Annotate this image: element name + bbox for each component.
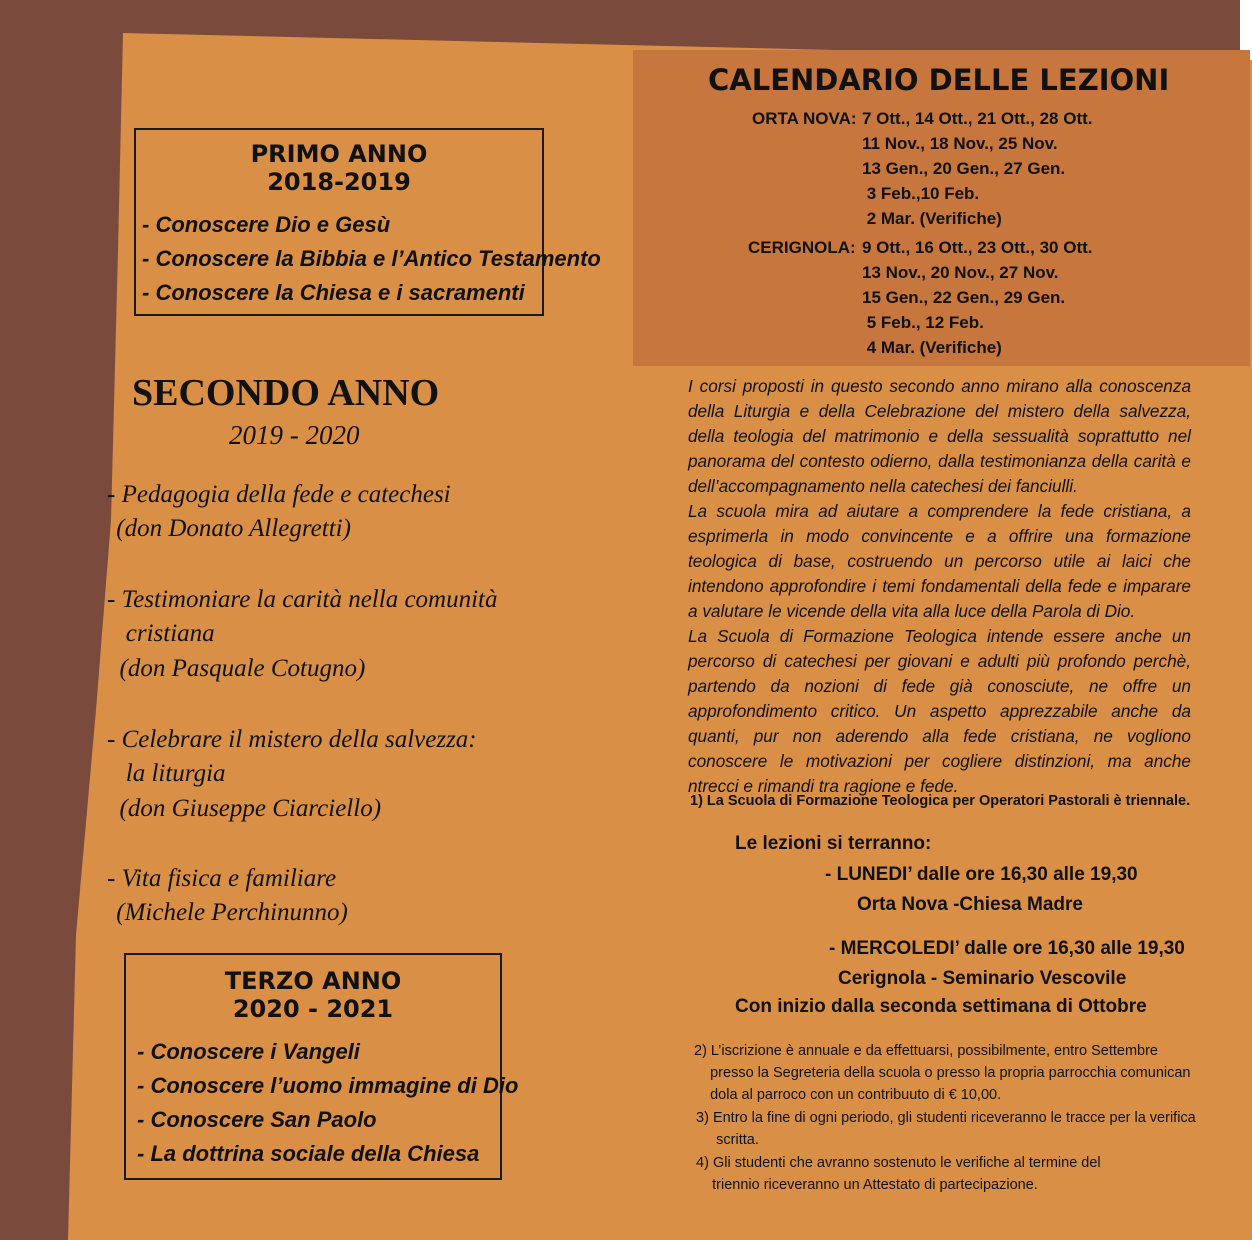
course-line: cristiana [107,620,215,647]
note-line: presso la Segreteria della scuola o presso la propria parrocchia comunican [694,1065,1191,1081]
note-line: 3) Entro la fine di ogni periodo, gli studenti riceveranno le tracce per la verifica [692,1110,1196,1126]
course-line: - Pedagogia della fede e catechesi [107,481,451,508]
terzo-anno-box [124,953,519,1180]
primo-anno-list [142,208,601,310]
course-teacher: (don Giuseppe Ciarciello) [107,795,382,822]
course-line: - Celebrare il mistero della salvezza: [107,726,477,753]
list-item: - Conoscere San Paolo [137,1107,377,1132]
course-teacher: (don Pasquale Cotugno) [107,655,366,682]
date-line: 13 Nov., 20 Nov., 27 Nov. [862,263,1059,282]
lezioni-start: Con inizio dalla seconda settimana di Ottobre [735,996,1147,1017]
date-line: 2 Mar. (Verifiche) [862,209,1002,228]
lezioni-intro: Le lezioni si terranno: [735,833,932,854]
date-line: 15 Gen., 22 Gen., 29 Gen. [862,288,1066,307]
description-paragraph: La scuola mira ad aiutare a comprendere la fede cristiana, a esprimerla in modo convincente e a offrire una formazione teologica di base, costruendo un percorso utile ai laici che intendono approfondire i temi fondamentali della fede e imparare a valutare le vicende della vita alla luce della Parola di Dio. [688,501,1191,621]
date-line: 9 Ott., 16 Ott., 23 Ott., 30 Ott. [862,238,1093,257]
primo-anno-box [134,128,601,316]
lezioni-mercoledi: - MERCOLEDI’ dalle ore 16,30 alle 19,30 [829,938,1185,959]
course-line: - Vita fisica e familiare [107,865,337,892]
note-line: 4) Gli studenti che avranno sostenuto le verifiche al termine del [692,1155,1101,1171]
note-line: dola al parroco con un contribuuto di € 10,00. [694,1087,1002,1103]
date-line: 4 Mar. (Verifiche) [862,338,1002,357]
note-line: 2) L’iscrizione è annuale e da effettuarsi, possibilmente, entro Settembre [694,1043,1158,1059]
terzo-anno-years: 2020 - 2021 [232,995,394,1023]
primo-anno-years: 2018-2019 [267,168,411,196]
list-item: - Conoscere Dio e Gesù [142,212,391,237]
terzo-anno-title: TERZO ANNO [224,967,402,995]
date-line: 13 Gen., 20 Gen., 27 Gen. [862,159,1066,178]
list-item: - Conoscere i Vangeli [137,1039,360,1064]
list-item: - Conoscere la Bibbia e l’Antico Testamento [142,246,601,271]
date-line: 7 Ott., 14 Ott., 21 Ott., 28 Ott. [862,109,1093,128]
description-block [688,374,1191,799]
date-line: 3 Feb.,10 Feb. [862,184,980,203]
calendar-title: CALENDARIO DELLE LEZIONI [708,63,1170,97]
course-teacher: (don Donato Allegretti) [110,515,351,542]
description-paragraph: La Scuola di Formazione Teologica intende essere anche un percorso di catechesi per giovani e adulti più profondo perchè, partendo da nozioni di fede già conosciute, ne offre un approfondimento critico. Un aspetto apprezzabile anche da quanti, pur non aderendo alla fede cristiana, ne vogliono conoscere le motivazioni per cogliere distinzioni, ma anche ntrecci e rimandi tra ragione e fede. [688,626,1191,796]
lezioni-lunedi: - LUNEDI’ dalle ore 16,30 alle 19,30 [825,864,1138,885]
primo-anno-title: PRIMO ANNO [250,140,428,168]
terzo-anno-list [137,1035,519,1171]
lezioni-lunedi-place: Orta Nova -Chiesa Madre [857,894,1083,915]
secondo-anno-title: SECONDO ANNO [132,372,440,414]
course-line: la liturgia [107,760,226,787]
lezioni-mercoledi-place: Cerignola - Seminario Vescovile [838,968,1127,989]
course-teacher: (Michele Perchinunno) [110,899,348,926]
note-line: triennio riceveranno un Attestato di partecipazione. [692,1177,1038,1193]
note-line: scritta. [692,1132,759,1148]
list-item: - Conoscere la Chiesa e i sacramenti [142,280,525,305]
note-triennale: 1) La Scuola di Formazione Teologica per Operatori Pastorali è triennale. [690,793,1191,809]
orta-nova-label: ORTA NOVA: [752,109,857,128]
list-item: - Conoscere l’uomo immagine di Dio [137,1073,519,1098]
course-line: - Testimoniare la carità nella comunità [107,586,498,613]
list-item: - La dottrina sociale della Chiesa [137,1141,480,1166]
cerignola-label: CERIGNOLA: [748,238,856,257]
date-line: 11 Nov., 18 Nov., 25 Nov. [862,134,1058,153]
secondo-anno-years: 2019 - 2020 [229,420,360,450]
date-line: 5 Feb., 12 Feb. [862,313,984,332]
description-paragraph: I corsi proposti in questo secondo anno mirano alla conoscenza della Liturgia e della Celebrazione del mistero della salvezza, della teologia del matrimonio e della sessualità soprattutto nel panorama del contesto odierno, dalla testimonianza della carità e dell’accompagnamento nella catechesi dei fanciulli. [688,376,1191,496]
